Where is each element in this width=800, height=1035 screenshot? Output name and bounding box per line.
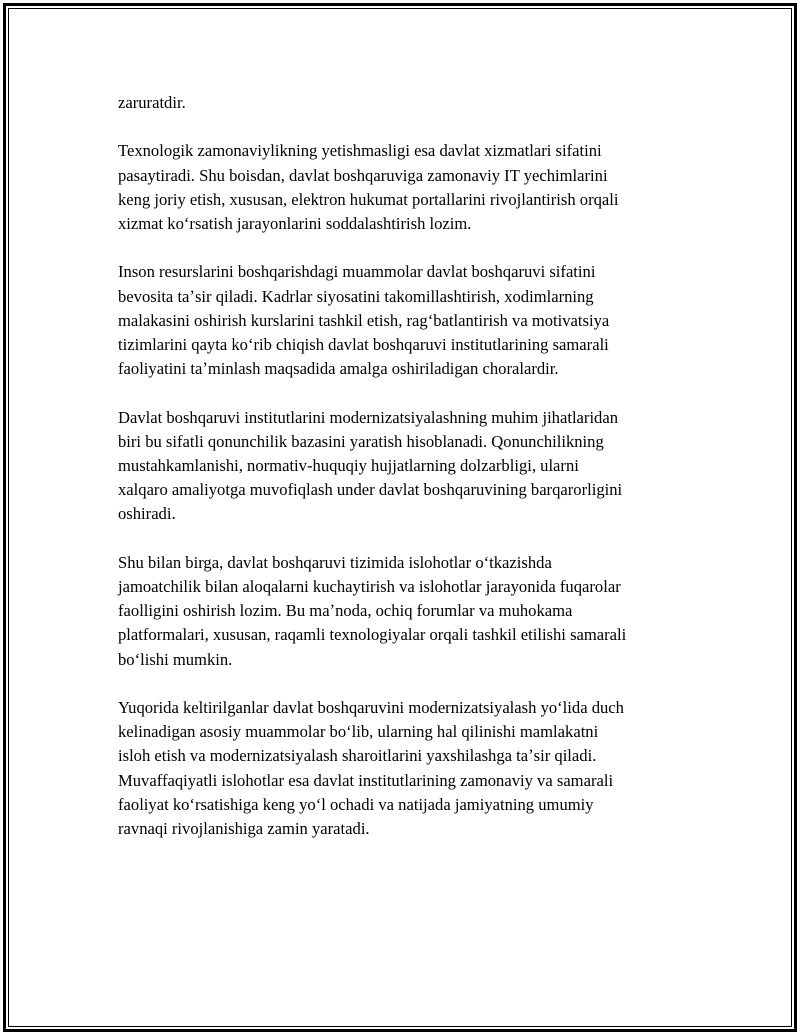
text-line: kelinadigan asosiy muammolar boʻlib, ularning hal qilinishi mamlakatni xyxy=(118,722,599,742)
text-line: keng joriy etish, xususan, elektron hukumat portallarini rivojlantirish orqali xyxy=(118,189,619,209)
text-line: Texnologik zamonaviylikning yetishmasligi esa davlat xizmatlari sifatini xyxy=(118,141,602,161)
text-line: pasaytiradi. Shu boisdan, davlat boshqaruviga zamonaviy IT yechimlarini xyxy=(118,165,608,185)
paragraph-3 xyxy=(118,260,688,381)
paragraph-5 xyxy=(118,551,688,672)
document-body xyxy=(118,91,688,865)
text-line: boʻlishi mumkin. xyxy=(118,649,233,669)
text-line: bevosita taʼsir qiladi. Kadrlar siyosatini takomillashtirish, xodimlarning xyxy=(118,286,594,306)
text-line: xalqaro amaliyotga muvofiqlash under davlat boshqaruvining barqarorligini xyxy=(118,480,623,500)
text-line: isloh etish va modernizatsiyalash sharoitlarini yaxshilashga taʼsir qiladi. xyxy=(118,746,597,766)
text-line: malakasini oshirish kurslarini tashkil etish, ragʻbatlantirish va motivatsiya xyxy=(118,310,610,330)
text-line: platformalari, xususan, raqamli texnologiyalar orqali tashkil etilishi samarali xyxy=(118,625,627,645)
paragraph-2 xyxy=(118,139,688,236)
text-line: zaruratdir. xyxy=(118,93,186,112)
text-line: faoliyatini taʼminlash maqsadida amalga oshiriladigan choralardir. xyxy=(118,359,559,379)
text-line: faoliyat koʻrsatishiga keng yoʻl ochadi va natijada jamiyatning umumiy xyxy=(118,794,594,814)
text-line: oshiradi. xyxy=(118,504,176,524)
text-line: tizimlarini qayta koʻrib chiqish davlat boshqaruvi institutlarining samarali xyxy=(118,335,609,354)
text-line: biri bu sifatli qonunchilik bazasini yaratish hisoblanadi. Qonunchilikning xyxy=(118,431,604,451)
text-line: ravnaqi rivojlanishiga zamin yaratadi. xyxy=(118,819,370,839)
text-line: xizmat koʻrsatish jarayonlarini soddalashtirish lozim. xyxy=(118,214,472,233)
text-line: jamoatchilik bilan aloqalarni kuchaytirish va islohotlar jarayonida fuqarolar xyxy=(118,577,621,596)
text-line: Davlat boshqaruvi institutlarini modernizatsiyalashning muhim jihatlaridan xyxy=(118,407,619,427)
text-line: Inson resurslarini boshqarishdagi muammolar davlat boshqaruvi sifatini xyxy=(118,262,596,282)
text-line: Muvaffaqiyatli islohotlar esa davlat institutlarining zamonaviy va samarali xyxy=(118,770,614,790)
paragraph-4 xyxy=(118,406,688,527)
text-line: mustahkamlanishi, normativ-huquqiy hujjatlarning dolzarbligi, ularni xyxy=(118,456,579,475)
text-line: faolligini oshirish lozim. Bu maʼnoda, ochiq forumlar va muhokama xyxy=(118,601,573,621)
paragraph-6 xyxy=(118,696,688,841)
paragraph-1 xyxy=(118,91,688,115)
text-line: Yuqorida keltirilganlar davlat boshqaruvini modernizatsiyalash yoʻlida duch xyxy=(118,698,624,717)
text-line: Shu bilan birga, davlat boshqaruvi tizimida islohotlar oʻtkazishda xyxy=(118,552,552,572)
